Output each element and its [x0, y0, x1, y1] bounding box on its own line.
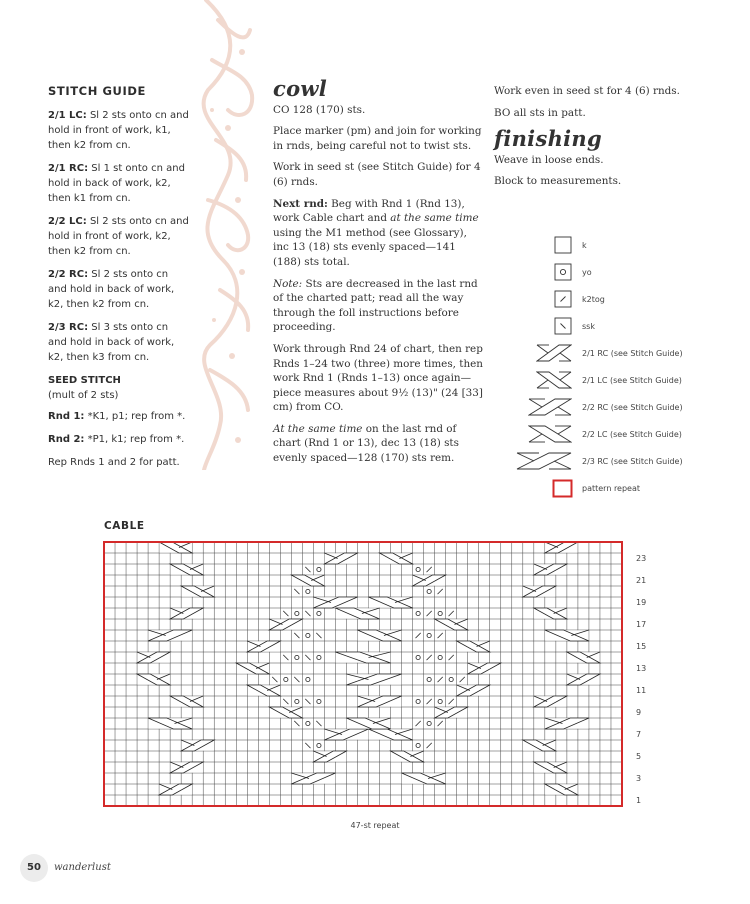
seed-rep: Rep Rnds 1 and 2 for patt.	[48, 457, 180, 468]
seed-rnd-2: Rnd 2: *P1, k1; rep from *.	[48, 434, 185, 445]
cowl-heading: cowl	[273, 76, 328, 101]
cowl-section	[273, 76, 485, 473]
k2tog-slash-icon	[554, 290, 572, 308]
book-title: wanderlust	[54, 862, 111, 873]
row-number: 7	[636, 729, 642, 739]
row-number: 19	[636, 597, 647, 607]
stitch-guide-title: STITCH GUIDE	[48, 84, 146, 98]
legend-item: k2tog	[510, 290, 710, 310]
stitch-entry: 2/2 RC: Sl 2 sts onto cn and hold in back of work, k2, then k2 from cn.	[48, 269, 175, 310]
stitch-entry: 2/1 RC: Sl 1 st onto cn and hold in back of work, k2, then k1 from cn.	[48, 163, 185, 204]
cowl-paragraph: Work through Rnd 24 of chart, then rep Rnds 1–24 two (three) more times, then work Rnd 1 (Rnds 1–13) once again—piece measures about 9½ (13)" (24 [33] cm) from CO.	[273, 342, 483, 414]
cowl-paragraph: CO 128 (170) sts.	[273, 103, 366, 116]
cable-2-1-lc-icon	[536, 371, 572, 389]
row-number: 15	[636, 641, 647, 651]
legend-item: 2/1 LC (see Stitch Guide)	[510, 371, 710, 391]
right-paragraph: Weave in loose ends.	[494, 153, 604, 166]
legend-item: yo	[510, 263, 710, 283]
row-number: 17	[636, 619, 647, 629]
stitch-entry: 2/3 RC: Sl 3 sts onto cn and hold in back of work, k2, then k3 from cn.	[48, 322, 175, 363]
ssk-backslash-icon	[554, 317, 572, 335]
cable-2-2-rc-icon	[528, 398, 572, 416]
cowl-paragraph: At the same time on the last rnd of chart (Rnd 1 or 13), dec 13 (18) sts evenly spaced—128 (170) sts rem.	[273, 422, 459, 465]
right-paragraph: BO all sts in patt.	[494, 106, 586, 119]
stitch-entry: 2/1 LC: Sl 2 sts onto cn and hold in front of work, k1, then k2 from cn.	[48, 110, 189, 151]
repeat-label: 47-st repeat	[350, 821, 400, 830]
finishing-section	[494, 84, 694, 196]
legend-item: 2/1 RC (see Stitch Guide)	[510, 344, 710, 364]
row-number: 21	[636, 575, 647, 585]
cable-2-2-lc-icon	[528, 425, 572, 443]
row-number: 13	[636, 663, 647, 673]
yo-circle-icon	[554, 263, 572, 281]
legend-item: 2/3 RC (see Stitch Guide)	[510, 452, 710, 472]
row-number: 1	[636, 795, 642, 805]
legend-item: pattern repeat	[510, 479, 710, 499]
legend-item: 2/2 RC (see Stitch Guide)	[510, 398, 710, 418]
cowl-paragraph: Place marker (pm) and join for working in rnds, being careful not to twist sts.	[273, 125, 482, 152]
knit-square-icon	[554, 236, 572, 254]
row-number: 3	[636, 773, 642, 783]
row-number: 11	[636, 685, 647, 695]
cable-chart	[100, 538, 628, 812]
legend-item: k	[510, 236, 710, 256]
row-number: 9	[636, 707, 642, 717]
row-number: 23	[636, 553, 647, 563]
cable-2-3-rc-icon	[516, 452, 572, 470]
decorative-ornament	[198, 0, 256, 470]
right-paragraph: Block to measurements.	[494, 175, 622, 188]
legend-item: ssk	[510, 317, 710, 337]
chart-title: CABLE	[104, 520, 145, 532]
seed-rnd-1: Rnd 1: *K1, p1; rep from *.	[48, 411, 186, 422]
seed-stitch-heading: SEED STITCH (mult of 2 sts)	[48, 375, 121, 401]
finishing-heading: finishing	[494, 126, 602, 152]
repeat-box-icon	[552, 479, 574, 499]
stitch-entry: 2/2 LC: Sl 2 sts onto cn and hold in front of work, k2, then k2 from cn.	[48, 216, 189, 257]
cowl-paragraph: Work in seed st (see Stitch Guide) for 4 (6) rnds.	[273, 161, 481, 188]
cowl-paragraph: Next rnd: Beg with Rnd 1 (Rnd 13), work Cable chart and at the same time using the M1 method (see Glossary), inc 13 (18) sts evenly spaced—141 (188) sts total.	[273, 197, 479, 268]
legend-item: 2/2 LC (see Stitch Guide)	[510, 425, 710, 445]
cowl-note: Note: Sts are decreased in the last rnd of the charted patt; read all the way through the foll instructions before proceeding.	[273, 277, 478, 334]
right-paragraph: Work even in seed st for 4 (6) rnds.	[494, 85, 680, 97]
cable-2-1-rc-icon	[536, 344, 572, 362]
row-number: 5	[636, 751, 642, 761]
stitch-guide	[48, 84, 190, 478]
page-number: 50	[20, 854, 48, 882]
